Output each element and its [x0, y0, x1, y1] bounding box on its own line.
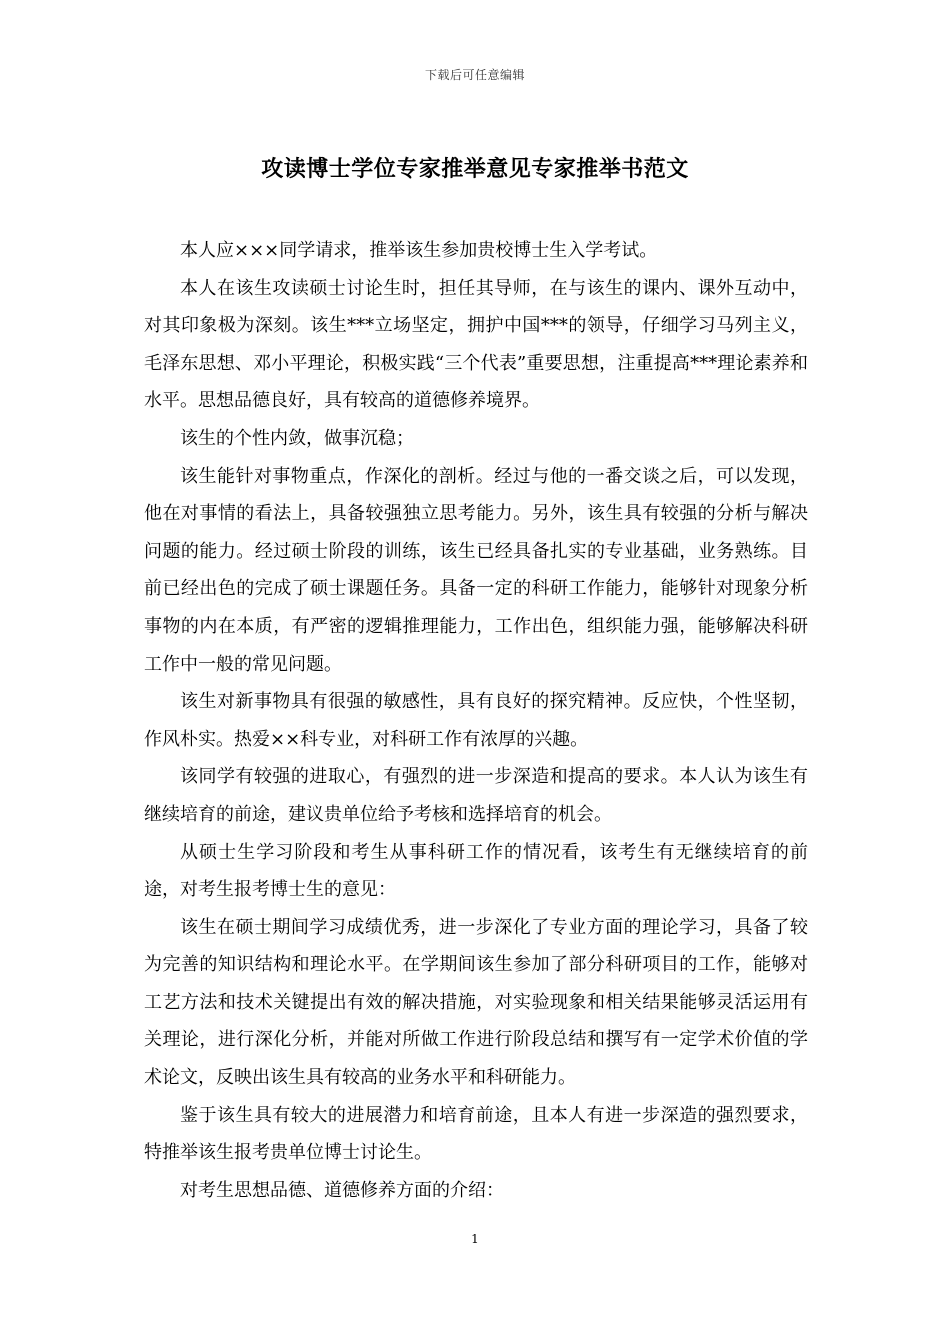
paragraph-opinion-prompt: 从硕士生学习阶段和考生从事科研工作的情况看，该考生有无继续培育的前途，对考生报考博士生的意见：: [144, 841, 808, 901]
header-note: 下载后可任意编辑: [424, 68, 525, 82]
page-number: 1: [471, 1232, 479, 1246]
document-title: 攻读博士学位专家推举意见专家推举书范文: [261, 156, 689, 182]
paragraph-moral-intro: 对考生思想品德、道德修养方面的介绍：: [180, 1179, 504, 1201]
paragraph-analysis-ability: 该生能针对事物重点，作深化的剖析。经过与他的一番交谈之后，可以发现，他在对事情的看法上，具备较强独立思考能力。另外，该生具有较强的分析与解决问题的能力。经过硕士阶段的训练，该生已经具备扎实的专业基础，业务熟练。目前已经出色的完成了硕士课题任务。具备一定的科研工作能力，能够针对现象分析事物的内在本质，有严密的逻辑推理能力，工作出色，组织能力强，能够解决科研工作中一般的常见问题。: [144, 465, 808, 675]
paragraph-sensitivity: 该生对新事物具有很强的敏感性，具有良好的探究精神。反应快，个性坚韧，作风朴实。热爱××科专业，对科研工作有浓厚的兴趣。: [144, 691, 808, 750]
paragraph-academic-performance: 该生在硕士期间学习成绩优秀，进一步深化了专业方面的理论学习，具备了较为完善的知识结构和理论水平。在学期间该生参加了部分科研项目的工作，能够对工艺方法和技术关键提出有效的解决措施，对实验现象和相关结果能够灵活运用有关理论，进行深化分析，并能对所做工作进行阶段总结和撰写有一定学术价值的学术论文，反映出该生具有较高的业务水平和科研能力。: [144, 916, 808, 1089]
paragraph-personality: 该生的个性内敛，做事沉稳；: [180, 427, 414, 449]
paragraph-recommendation: 鉴于该生具有较大的进展潜力和培育前途，且本人有进一步深造的强烈要求，特推举该生报考贵单位博士讨论生。: [144, 1104, 808, 1164]
paragraph-request: 本人应×××同学请求，推举该生参加贵校博士生入学考试。: [180, 240, 658, 261]
paragraph-advisor-impression: 本人在该生攻读硕士讨论生时，担任其导师，在与该生的课内、课外互动中，对其印象极为深刻。该生***立场坚定，拥护中国***的领导，仔细学习马列主义，毛泽东思想、邓小平理论，积极实践“三个代表”重要思想，注重提高***理论素养和水平。思想品德良好，具有较高的道德修养境界。: [144, 277, 808, 412]
paragraph-motivation: 该同学有较强的进取心，有强烈的进一步深造和提高的要求。本人认为该生有继续培育的前途，建议贵单位给予考核和选择培育的机会。: [144, 766, 808, 825]
document-body: [144, 232, 808, 1209]
